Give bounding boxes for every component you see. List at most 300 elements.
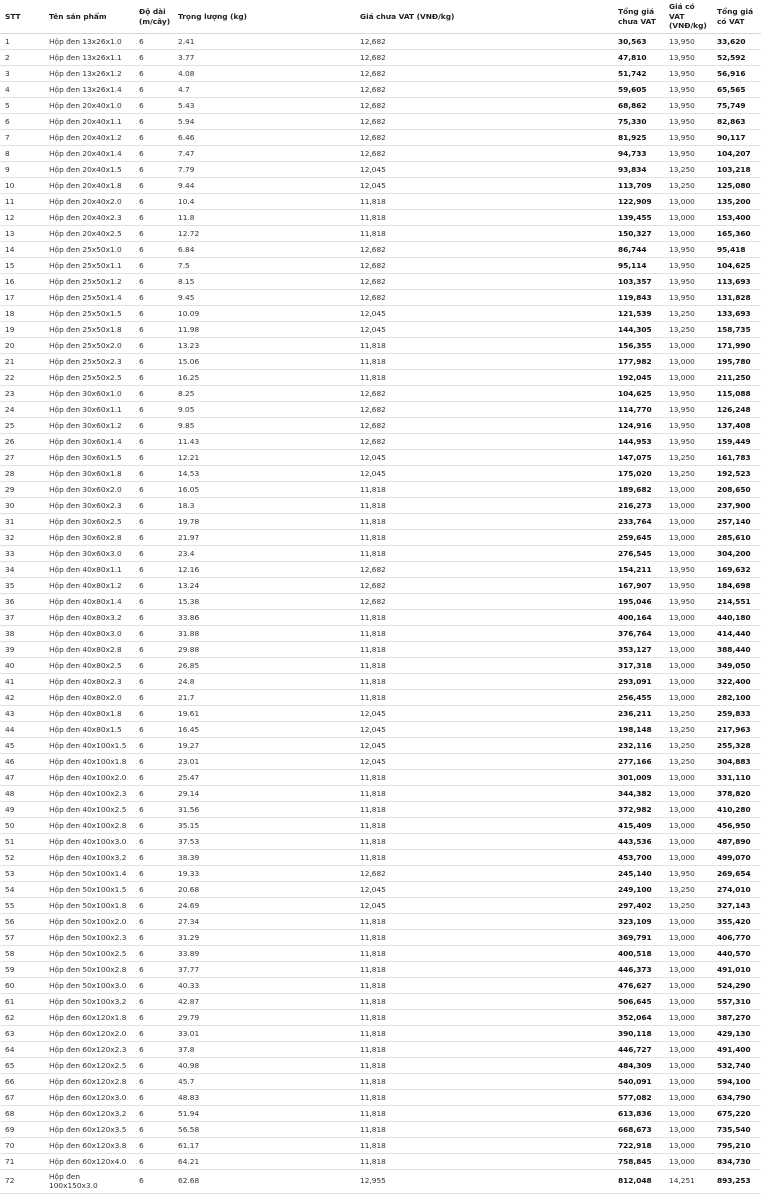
price-excl-vat-cell: 11,818 <box>355 210 613 226</box>
total-excl-vat-cell: 119,843 <box>613 290 664 306</box>
price-excl-vat-cell: 11,818 <box>355 1106 613 1122</box>
price-excl-vat-cell: 11,818 <box>355 370 613 386</box>
price-incl-vat-cell: 13,000 <box>664 1122 712 1138</box>
price-incl-vat-cell: 13,000 <box>664 802 712 818</box>
total-incl-vat-cell: 378,820 <box>712 786 761 802</box>
stt-cell: 30 <box>0 498 44 514</box>
length-cell: 6 <box>134 162 173 178</box>
table-row <box>0 1170 761 1194</box>
price-excl-vat-cell: 11,818 <box>355 770 613 786</box>
product-name-cell: Hộp đen 40x80x1.1 <box>44 562 134 578</box>
weight-cell: 16.45 <box>173 722 355 738</box>
total-incl-vat-cell: 159,449 <box>712 434 761 450</box>
header-total-incl-vat: Tổng giá có VAT <box>712 0 761 34</box>
total-incl-vat-cell: 274,010 <box>712 882 761 898</box>
price-incl-vat-cell: 13,950 <box>664 258 712 274</box>
weight-cell: 13.24 <box>173 578 355 594</box>
table-row <box>0 82 761 98</box>
length-cell: 6 <box>134 770 173 786</box>
weight-cell: 5.43 <box>173 98 355 114</box>
price-excl-vat-cell: 12,682 <box>355 402 613 418</box>
weight-cell: 15.06 <box>173 354 355 370</box>
length-cell: 6 <box>134 274 173 290</box>
total-incl-vat-cell: 349,050 <box>712 658 761 674</box>
length-cell: 6 <box>134 322 173 338</box>
stt-cell: 71 <box>0 1154 44 1170</box>
table-row <box>0 274 761 290</box>
weight-cell: 4.7 <box>173 82 355 98</box>
stt-cell: 15 <box>0 258 44 274</box>
total-excl-vat-cell: 103,357 <box>613 274 664 290</box>
stt-cell: 34 <box>0 562 44 578</box>
weight-cell: 19.27 <box>173 738 355 754</box>
price-incl-vat-cell: 13,000 <box>664 226 712 242</box>
weight-cell: 9.45 <box>173 290 355 306</box>
total-incl-vat-cell: 169,632 <box>712 562 761 578</box>
table-row <box>0 482 761 498</box>
price-excl-vat-cell: 11,818 <box>355 930 613 946</box>
total-excl-vat-cell: 94,733 <box>613 146 664 162</box>
product-name-cell: Hộp đen 20x40x2.3 <box>44 210 134 226</box>
total-incl-vat-cell: 56,916 <box>712 66 761 82</box>
price-incl-vat-cell: 13,000 <box>664 1090 712 1106</box>
length-cell: 6 <box>134 146 173 162</box>
total-incl-vat-cell: 499,070 <box>712 850 761 866</box>
product-name-cell: Hộp đen 60x120x2.3 <box>44 1042 134 1058</box>
total-incl-vat-cell: 440,570 <box>712 946 761 962</box>
stt-cell: 70 <box>0 1138 44 1154</box>
total-excl-vat-cell: 297,402 <box>613 898 664 914</box>
total-incl-vat-cell: 211,250 <box>712 370 761 386</box>
product-name-cell: Hộp đen 60x120x4.0 <box>44 1154 134 1170</box>
length-cell: 6 <box>134 1058 173 1074</box>
total-excl-vat-cell: 577,082 <box>613 1090 664 1106</box>
length-cell: 6 <box>134 530 173 546</box>
price-excl-vat-cell: 12,045 <box>355 882 613 898</box>
length-cell: 6 <box>134 882 173 898</box>
table-row <box>0 1026 761 1042</box>
product-name-cell: Hộp đen 50x100x2.8 <box>44 962 134 978</box>
table-row <box>0 754 761 770</box>
total-excl-vat-cell: 189,682 <box>613 482 664 498</box>
total-excl-vat-cell: 86,744 <box>613 242 664 258</box>
weight-cell: 7.5 <box>173 258 355 274</box>
stt-cell: 39 <box>0 642 44 658</box>
length-cell: 6 <box>134 82 173 98</box>
weight-cell: 16.05 <box>173 482 355 498</box>
weight-cell: 29.88 <box>173 642 355 658</box>
price-incl-vat-cell: 13,000 <box>664 994 712 1010</box>
price-incl-vat-cell: 13,000 <box>664 834 712 850</box>
product-name-cell: Hộp đen 40x80x2.0 <box>44 690 134 706</box>
table-row <box>0 498 761 514</box>
weight-cell: 24.8 <box>173 674 355 690</box>
total-excl-vat-cell: 233,764 <box>613 514 664 530</box>
total-excl-vat-cell: 167,907 <box>613 578 664 594</box>
length-cell: 6 <box>134 786 173 802</box>
total-incl-vat-cell: 133,693 <box>712 306 761 322</box>
length-cell: 6 <box>134 866 173 882</box>
table-row <box>0 50 761 66</box>
price-incl-vat-cell: 13,000 <box>664 1042 712 1058</box>
total-excl-vat-cell: 376,764 <box>613 626 664 642</box>
price-incl-vat-cell: 13,000 <box>664 482 712 498</box>
weight-cell: 3.77 <box>173 50 355 66</box>
total-excl-vat-cell: 147,075 <box>613 450 664 466</box>
stt-cell: 3 <box>0 66 44 82</box>
stt-cell: 62 <box>0 1010 44 1026</box>
price-excl-vat-cell: 11,818 <box>355 1058 613 1074</box>
length-cell: 6 <box>134 962 173 978</box>
stt-cell: 18 <box>0 306 44 322</box>
price-incl-vat-cell: 13,000 <box>664 338 712 354</box>
price-excl-vat-cell: 12,045 <box>355 306 613 322</box>
length-cell: 6 <box>134 754 173 770</box>
weight-cell: 10.4 <box>173 194 355 210</box>
total-excl-vat-cell: 114,770 <box>613 402 664 418</box>
length-cell: 6 <box>134 1122 173 1138</box>
price-excl-vat-cell: 11,818 <box>355 498 613 514</box>
length-cell: 6 <box>134 802 173 818</box>
product-name-cell: Hộp đen 40x100x2.8 <box>44 818 134 834</box>
stt-cell: 67 <box>0 1090 44 1106</box>
product-name-cell: Hộp đen 40x80x2.3 <box>44 674 134 690</box>
price-incl-vat-cell: 13,000 <box>664 1154 712 1170</box>
total-incl-vat-cell: 137,408 <box>712 418 761 434</box>
table-row <box>0 402 761 418</box>
total-incl-vat-cell: 304,200 <box>712 546 761 562</box>
price-excl-vat-cell: 12,682 <box>355 114 613 130</box>
total-excl-vat-cell: 344,382 <box>613 786 664 802</box>
price-excl-vat-cell: 12,045 <box>355 706 613 722</box>
table-row <box>0 930 761 946</box>
price-excl-vat-cell: 12,045 <box>355 738 613 754</box>
table-row <box>0 1074 761 1090</box>
total-excl-vat-cell: 124,916 <box>613 418 664 434</box>
price-incl-vat-cell: 13,000 <box>664 610 712 626</box>
length-cell: 6 <box>134 114 173 130</box>
total-excl-vat-cell: 256,455 <box>613 690 664 706</box>
stt-cell: 50 <box>0 818 44 834</box>
stt-cell: 40 <box>0 658 44 674</box>
header-weight: Trọng lượng (kg) <box>173 0 355 34</box>
price-incl-vat-cell: 13,950 <box>664 578 712 594</box>
price-incl-vat-cell: 13,250 <box>664 722 712 738</box>
weight-cell: 12.16 <box>173 562 355 578</box>
table-row <box>0 434 761 450</box>
price-incl-vat-cell: 13,250 <box>664 162 712 178</box>
table-row <box>0 194 761 210</box>
total-excl-vat-cell: 113,709 <box>613 178 664 194</box>
price-incl-vat-cell: 13,950 <box>664 402 712 418</box>
total-excl-vat-cell: 59,605 <box>613 82 664 98</box>
length-cell: 6 <box>134 1010 173 1026</box>
total-incl-vat-cell: 131,828 <box>712 290 761 306</box>
length-cell: 6 <box>134 210 173 226</box>
table-row <box>0 130 761 146</box>
price-excl-vat-cell: 11,818 <box>355 482 613 498</box>
price-excl-vat-cell: 11,818 <box>355 610 613 626</box>
weight-cell: 6.46 <box>173 130 355 146</box>
weight-cell: 42.87 <box>173 994 355 1010</box>
weight-cell: 14.53 <box>173 466 355 482</box>
price-excl-vat-cell: 11,818 <box>355 818 613 834</box>
price-excl-vat-cell: 12,682 <box>355 98 613 114</box>
total-incl-vat-cell: 304,883 <box>712 754 761 770</box>
price-incl-vat-cell: 13,000 <box>664 946 712 962</box>
product-name-cell: Hộp đen 40x80x2.5 <box>44 658 134 674</box>
price-incl-vat-cell: 13,000 <box>664 658 712 674</box>
product-name-cell: Hộp đen 50x100x1.4 <box>44 866 134 882</box>
product-name-cell: Hộp đen 30x60x1.8 <box>44 466 134 482</box>
table-row <box>0 354 761 370</box>
length-cell: 6 <box>134 994 173 1010</box>
table-row <box>0 722 761 738</box>
price-excl-vat-cell: 11,818 <box>355 338 613 354</box>
product-name-cell: Hộp đen 13x26x1.1 <box>44 50 134 66</box>
total-excl-vat-cell: 390,118 <box>613 1026 664 1042</box>
stt-cell: 49 <box>0 802 44 818</box>
total-excl-vat-cell: 156,355 <box>613 338 664 354</box>
price-incl-vat-cell: 13,000 <box>664 850 712 866</box>
table-row <box>0 242 761 258</box>
product-name-cell: Hộp đen 30x60x1.0 <box>44 386 134 402</box>
price-excl-vat-cell: 12,045 <box>355 178 613 194</box>
table-row <box>0 178 761 194</box>
weight-cell: 33.86 <box>173 610 355 626</box>
length-cell: 6 <box>134 946 173 962</box>
price-incl-vat-cell: 13,000 <box>664 546 712 562</box>
price-incl-vat-cell: 13,250 <box>664 178 712 194</box>
price-excl-vat-cell: 12,682 <box>355 274 613 290</box>
length-cell: 6 <box>134 466 173 482</box>
total-incl-vat-cell: 387,270 <box>712 1010 761 1026</box>
table-row <box>0 914 761 930</box>
table-row <box>0 546 761 562</box>
stt-cell: 27 <box>0 450 44 466</box>
stt-cell: 43 <box>0 706 44 722</box>
table-row <box>0 258 761 274</box>
weight-cell: 31.56 <box>173 802 355 818</box>
price-excl-vat-cell: 12,682 <box>355 578 613 594</box>
price-incl-vat-cell: 13,950 <box>664 82 712 98</box>
price-incl-vat-cell: 13,000 <box>664 1074 712 1090</box>
total-excl-vat-cell: 453,700 <box>613 850 664 866</box>
price-excl-vat-cell: 11,818 <box>355 1122 613 1138</box>
table-row <box>0 882 761 898</box>
length-cell: 6 <box>134 482 173 498</box>
total-incl-vat-cell: 735,540 <box>712 1122 761 1138</box>
table-row <box>0 562 761 578</box>
stt-cell: 45 <box>0 738 44 754</box>
weight-cell: 40.33 <box>173 978 355 994</box>
price-excl-vat-cell: 12,045 <box>355 722 613 738</box>
price-incl-vat-cell: 13,950 <box>664 866 712 882</box>
total-incl-vat-cell: 184,698 <box>712 578 761 594</box>
table-row <box>0 994 761 1010</box>
total-incl-vat-cell: 282,100 <box>712 690 761 706</box>
price-excl-vat-cell: 11,818 <box>355 1074 613 1090</box>
price-incl-vat-cell: 13,950 <box>664 242 712 258</box>
total-incl-vat-cell: 259,833 <box>712 706 761 722</box>
header-stt: STT <box>0 0 44 34</box>
product-name-cell: Hộp đen 25x50x2.5 <box>44 370 134 386</box>
product-name-cell: Hộp đen 60x120x3.8 <box>44 1138 134 1154</box>
table-row <box>0 674 761 690</box>
weight-cell: 23.4 <box>173 546 355 562</box>
product-name-cell: Hộp đen 50x100x1.5 <box>44 882 134 898</box>
price-excl-vat-cell: 12,045 <box>355 898 613 914</box>
total-excl-vat-cell: 353,127 <box>613 642 664 658</box>
price-incl-vat-cell: 13,000 <box>664 370 712 386</box>
product-name-cell: Hộp đen 50x100x2.3 <box>44 930 134 946</box>
length-cell: 6 <box>134 1106 173 1122</box>
total-incl-vat-cell: 331,110 <box>712 770 761 786</box>
total-excl-vat-cell: 154,211 <box>613 562 664 578</box>
total-excl-vat-cell: 95,114 <box>613 258 664 274</box>
price-excl-vat-cell: 12,955 <box>355 1170 613 1194</box>
product-name-cell: Hộp đen 25x50x1.2 <box>44 274 134 290</box>
product-name-cell: Hộp đen 40x100x3.2 <box>44 850 134 866</box>
stt-cell: 64 <box>0 1042 44 1058</box>
length-cell: 6 <box>134 578 173 594</box>
length-cell: 6 <box>134 98 173 114</box>
price-excl-vat-cell: 11,818 <box>355 914 613 930</box>
total-excl-vat-cell: 446,373 <box>613 962 664 978</box>
price-incl-vat-cell: 13,950 <box>664 130 712 146</box>
product-name-cell: Hộp đen 40x80x1.5 <box>44 722 134 738</box>
price-incl-vat-cell: 13,000 <box>664 354 712 370</box>
stt-cell: 21 <box>0 354 44 370</box>
total-excl-vat-cell: 259,645 <box>613 530 664 546</box>
stt-cell: 26 <box>0 434 44 450</box>
stt-cell: 24 <box>0 402 44 418</box>
price-incl-vat-cell: 13,000 <box>664 1106 712 1122</box>
total-excl-vat-cell: 216,273 <box>613 498 664 514</box>
stt-cell: 19 <box>0 322 44 338</box>
length-cell: 6 <box>134 498 173 514</box>
length-cell: 6 <box>134 562 173 578</box>
total-excl-vat-cell: 323,109 <box>613 914 664 930</box>
length-cell: 6 <box>134 290 173 306</box>
stt-cell: 22 <box>0 370 44 386</box>
product-name-cell: Hộp đen 40x80x3.2 <box>44 610 134 626</box>
total-incl-vat-cell: 237,900 <box>712 498 761 514</box>
price-incl-vat-cell: 13,950 <box>664 98 712 114</box>
length-cell: 6 <box>134 674 173 690</box>
price-excl-vat-cell: 11,818 <box>355 994 613 1010</box>
weight-cell: 51.94 <box>173 1106 355 1122</box>
total-incl-vat-cell: 285,610 <box>712 530 761 546</box>
total-incl-vat-cell: 82,863 <box>712 114 761 130</box>
table-row <box>0 690 761 706</box>
stt-cell: 13 <box>0 226 44 242</box>
weight-cell: 23.01 <box>173 754 355 770</box>
total-incl-vat-cell: 195,780 <box>712 354 761 370</box>
total-excl-vat-cell: 121,539 <box>613 306 664 322</box>
length-cell: 6 <box>134 930 173 946</box>
product-name-cell: Hộp đen 60x120x3.2 <box>44 1106 134 1122</box>
weight-cell: 12.21 <box>173 450 355 466</box>
header-product-name: Tên sản phẩm <box>44 0 134 34</box>
table-row <box>0 578 761 594</box>
stt-cell: 9 <box>0 162 44 178</box>
total-incl-vat-cell: 429,130 <box>712 1026 761 1042</box>
weight-cell: 37.77 <box>173 962 355 978</box>
table-row <box>0 642 761 658</box>
price-incl-vat-cell: 13,250 <box>664 706 712 722</box>
header-total-excl-vat: Tổng giá chưa VAT <box>613 0 664 34</box>
product-name-cell: Hộp đen 30x60x2.0 <box>44 482 134 498</box>
price-excl-vat-cell: 11,818 <box>355 946 613 962</box>
total-incl-vat-cell: 75,749 <box>712 98 761 114</box>
table-row <box>0 98 761 114</box>
length-cell: 6 <box>134 338 173 354</box>
price-incl-vat-cell: 13,000 <box>664 690 712 706</box>
length-cell: 6 <box>134 34 173 50</box>
total-incl-vat-cell: 322,400 <box>712 674 761 690</box>
stt-cell: 44 <box>0 722 44 738</box>
total-incl-vat-cell: 153,400 <box>712 210 761 226</box>
table-row <box>0 226 761 242</box>
product-name-cell: Hộp đen 30x60x3.0 <box>44 546 134 562</box>
price-incl-vat-cell: 13,250 <box>664 450 712 466</box>
total-incl-vat-cell: 257,140 <box>712 514 761 530</box>
price-excl-vat-cell: 12,682 <box>355 34 613 50</box>
price-incl-vat-cell: 13,000 <box>664 978 712 994</box>
length-cell: 6 <box>134 642 173 658</box>
table-row <box>0 1058 761 1074</box>
weight-cell: 9.85 <box>173 418 355 434</box>
length-cell: 6 <box>134 226 173 242</box>
table-row <box>0 1010 761 1026</box>
total-incl-vat-cell: 126,248 <box>712 402 761 418</box>
product-name-cell: Hộp đen 30x60x2.5 <box>44 514 134 530</box>
length-cell: 6 <box>134 1042 173 1058</box>
length-cell: 6 <box>134 514 173 530</box>
product-name-cell: Hộp đen 13x26x1.2 <box>44 66 134 82</box>
length-cell: 6 <box>134 898 173 914</box>
product-name-cell: Hộp đen 40x100x1.8 <box>44 754 134 770</box>
price-incl-vat-cell: 13,000 <box>664 786 712 802</box>
product-name-cell: Hộp đen 25x50x1.5 <box>44 306 134 322</box>
total-excl-vat-cell: 122,909 <box>613 194 664 210</box>
price-incl-vat-cell: 13,000 <box>664 626 712 642</box>
product-name-cell: Hộp đen 40x80x3.0 <box>44 626 134 642</box>
total-excl-vat-cell: 722,918 <box>613 1138 664 1154</box>
stt-cell: 41 <box>0 674 44 690</box>
stt-cell: 65 <box>0 1058 44 1074</box>
price-excl-vat-cell: 12,682 <box>355 386 613 402</box>
product-name-cell: Hộp đen 60x120x1.8 <box>44 1010 134 1026</box>
total-excl-vat-cell: 198,148 <box>613 722 664 738</box>
stt-cell: 61 <box>0 994 44 1010</box>
price-incl-vat-cell: 13,000 <box>664 1058 712 1074</box>
product-name-cell: Hộp đen 60x120x3.0 <box>44 1090 134 1106</box>
table-row <box>0 738 761 754</box>
stt-cell: 68 <box>0 1106 44 1122</box>
stt-cell: 16 <box>0 274 44 290</box>
price-excl-vat-cell: 11,818 <box>355 354 613 370</box>
price-excl-vat-cell: 11,818 <box>355 834 613 850</box>
product-name-cell: Hộp đen 40x100x2.3 <box>44 786 134 802</box>
length-cell: 6 <box>134 50 173 66</box>
product-name-cell: Hộp đen 40x100x3.0 <box>44 834 134 850</box>
price-incl-vat-cell: 13,000 <box>664 1026 712 1042</box>
product-name-cell: Hộp đen 30x60x1.5 <box>44 450 134 466</box>
table-row <box>0 978 761 994</box>
stt-cell: 11 <box>0 194 44 210</box>
